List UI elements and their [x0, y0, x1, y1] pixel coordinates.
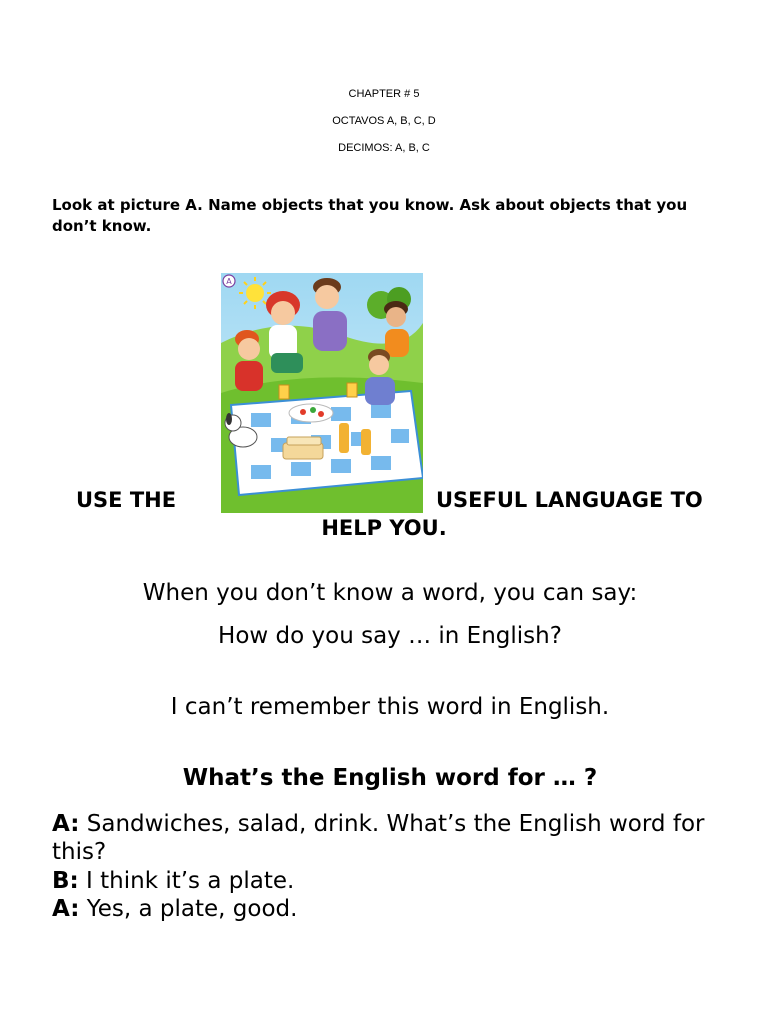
dialogue-text: Yes, a plate, good. — [79, 896, 298, 922]
dialogue-speaker: A: — [52, 896, 80, 922]
useful-language-right: USEFUL LANGUAGE TO — [436, 488, 703, 512]
dialogue-text: Sandwiches, salad, drink. What’s the English word for this? — [52, 811, 705, 865]
useful-language-next: HELP YOU. — [321, 516, 447, 540]
dialogue-line — [52, 867, 732, 895]
dialogue-speaker: A: — [52, 811, 80, 837]
dialogue-line — [52, 810, 732, 866]
octavos-line: OCTAVOS A, B, C, D — [332, 115, 436, 127]
instruction-text: Look at picture A. Name objects that you know. Ask about objects that you don’t know. — [52, 196, 688, 235]
useful-language-left: USE THE — [76, 488, 177, 512]
chapter-title: CHAPTER # 5 — [348, 88, 420, 100]
phrase-whats-the-word: What’s the English word for … ? — [182, 765, 598, 791]
decimos-line: DECIMOS: A, B, C — [338, 142, 430, 154]
picture-label: A — [226, 277, 232, 286]
phrase-intro: When you don’t know a word, you can say: — [142, 580, 638, 606]
dialogue-line — [52, 895, 732, 923]
phrase-cant-remember: I can’t remember this word in English. — [170, 694, 610, 720]
picnic-illustration — [221, 273, 423, 513]
phrase-how-do-you-say: How do you say … in English? — [218, 623, 562, 649]
dialogue-speaker: B: — [52, 868, 79, 894]
dialogue-text: I think it’s a plate. — [78, 868, 295, 894]
